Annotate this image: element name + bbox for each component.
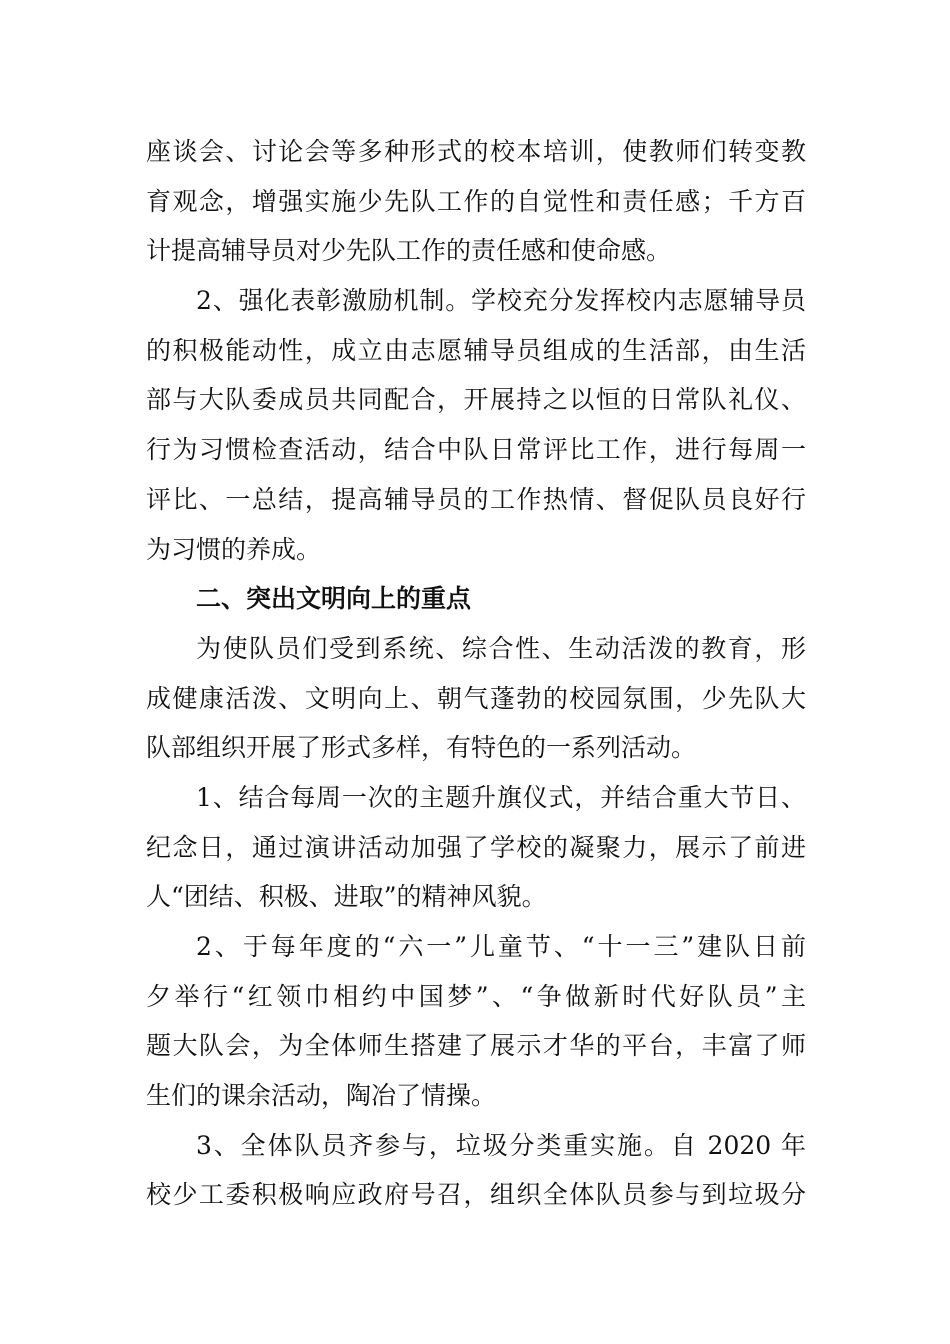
text-line: 人“团结、积极、进取”的精神风貌。	[146, 882, 547, 912]
paragraph	[146, 127, 806, 276]
paragraph	[146, 773, 806, 922]
text-line: 夕举行“红领巾相约中国梦”、“争做新时代好队员”主	[146, 981, 806, 1011]
text-line: 评比、一总结，提高辅导员的工作热情、督促队员良好行	[146, 484, 806, 514]
text-line: 行为习惯检查活动，结合中队日常评比工作，进行每周一	[146, 435, 806, 465]
text-line: 纪念日，通过演讲活动加强了学校的凝聚力，展示了前进	[146, 832, 806, 862]
text-line: 计提高辅导员对少先队工作的责任感和使命感。	[146, 236, 672, 266]
text-line: 3、全体队员齐参与，垃圾分类重实施。自 2020 年	[196, 1130, 806, 1160]
text-line: 座谈会、讨论会等多种形式的校本培训，使教师们转变教	[146, 137, 806, 166]
paragraph	[146, 624, 806, 773]
text-line: 的积极能动性，成立由志愿辅导员组成的生活部，由生活	[146, 335, 806, 365]
document-body	[146, 127, 806, 1220]
heading-text: 二、突出文明向上的重点	[196, 584, 472, 614]
paragraph	[146, 922, 806, 1121]
text-line: 1、结合每周一次的主题升旗仪式，并结合重大节日、	[196, 782, 806, 812]
paragraph	[146, 1121, 806, 1220]
text-line: 生们的课余活动，陶冶了情操。	[146, 1081, 497, 1111]
text-line: 育观念，增强实施少先队工作的自觉性和责任感；千方百	[146, 186, 806, 216]
section-heading	[146, 574, 806, 624]
text-line: 为使队员们受到系统、综合性、生动活泼的教育，形	[196, 633, 806, 663]
text-line: 题大队会，为全体师生搭建了展示才华的平台，丰富了师	[146, 1031, 806, 1061]
text-line: 部与大队委成员共同配合，开展持之以恒的日常队礼仪、	[146, 385, 806, 415]
text-line: 2、于每年度的“六一”儿童节、“十一三”建队日前	[196, 932, 806, 961]
text-line: 队部组织开展了形式多样，有特色的一系列活动。	[146, 733, 697, 763]
text-line: 校少工委积极响应政府号召，组织全体队员参与到垃圾分	[146, 1180, 806, 1210]
text-line: 为习惯的养成。	[146, 534, 322, 564]
text-line: 2、强化表彰激励机制。学校充分发挥校内志愿辅导员	[196, 286, 806, 316]
text-line: 成健康活泼、文明向上、朝气蓬勃的校园氛围，少先队大	[146, 683, 806, 713]
paragraph	[146, 276, 806, 574]
